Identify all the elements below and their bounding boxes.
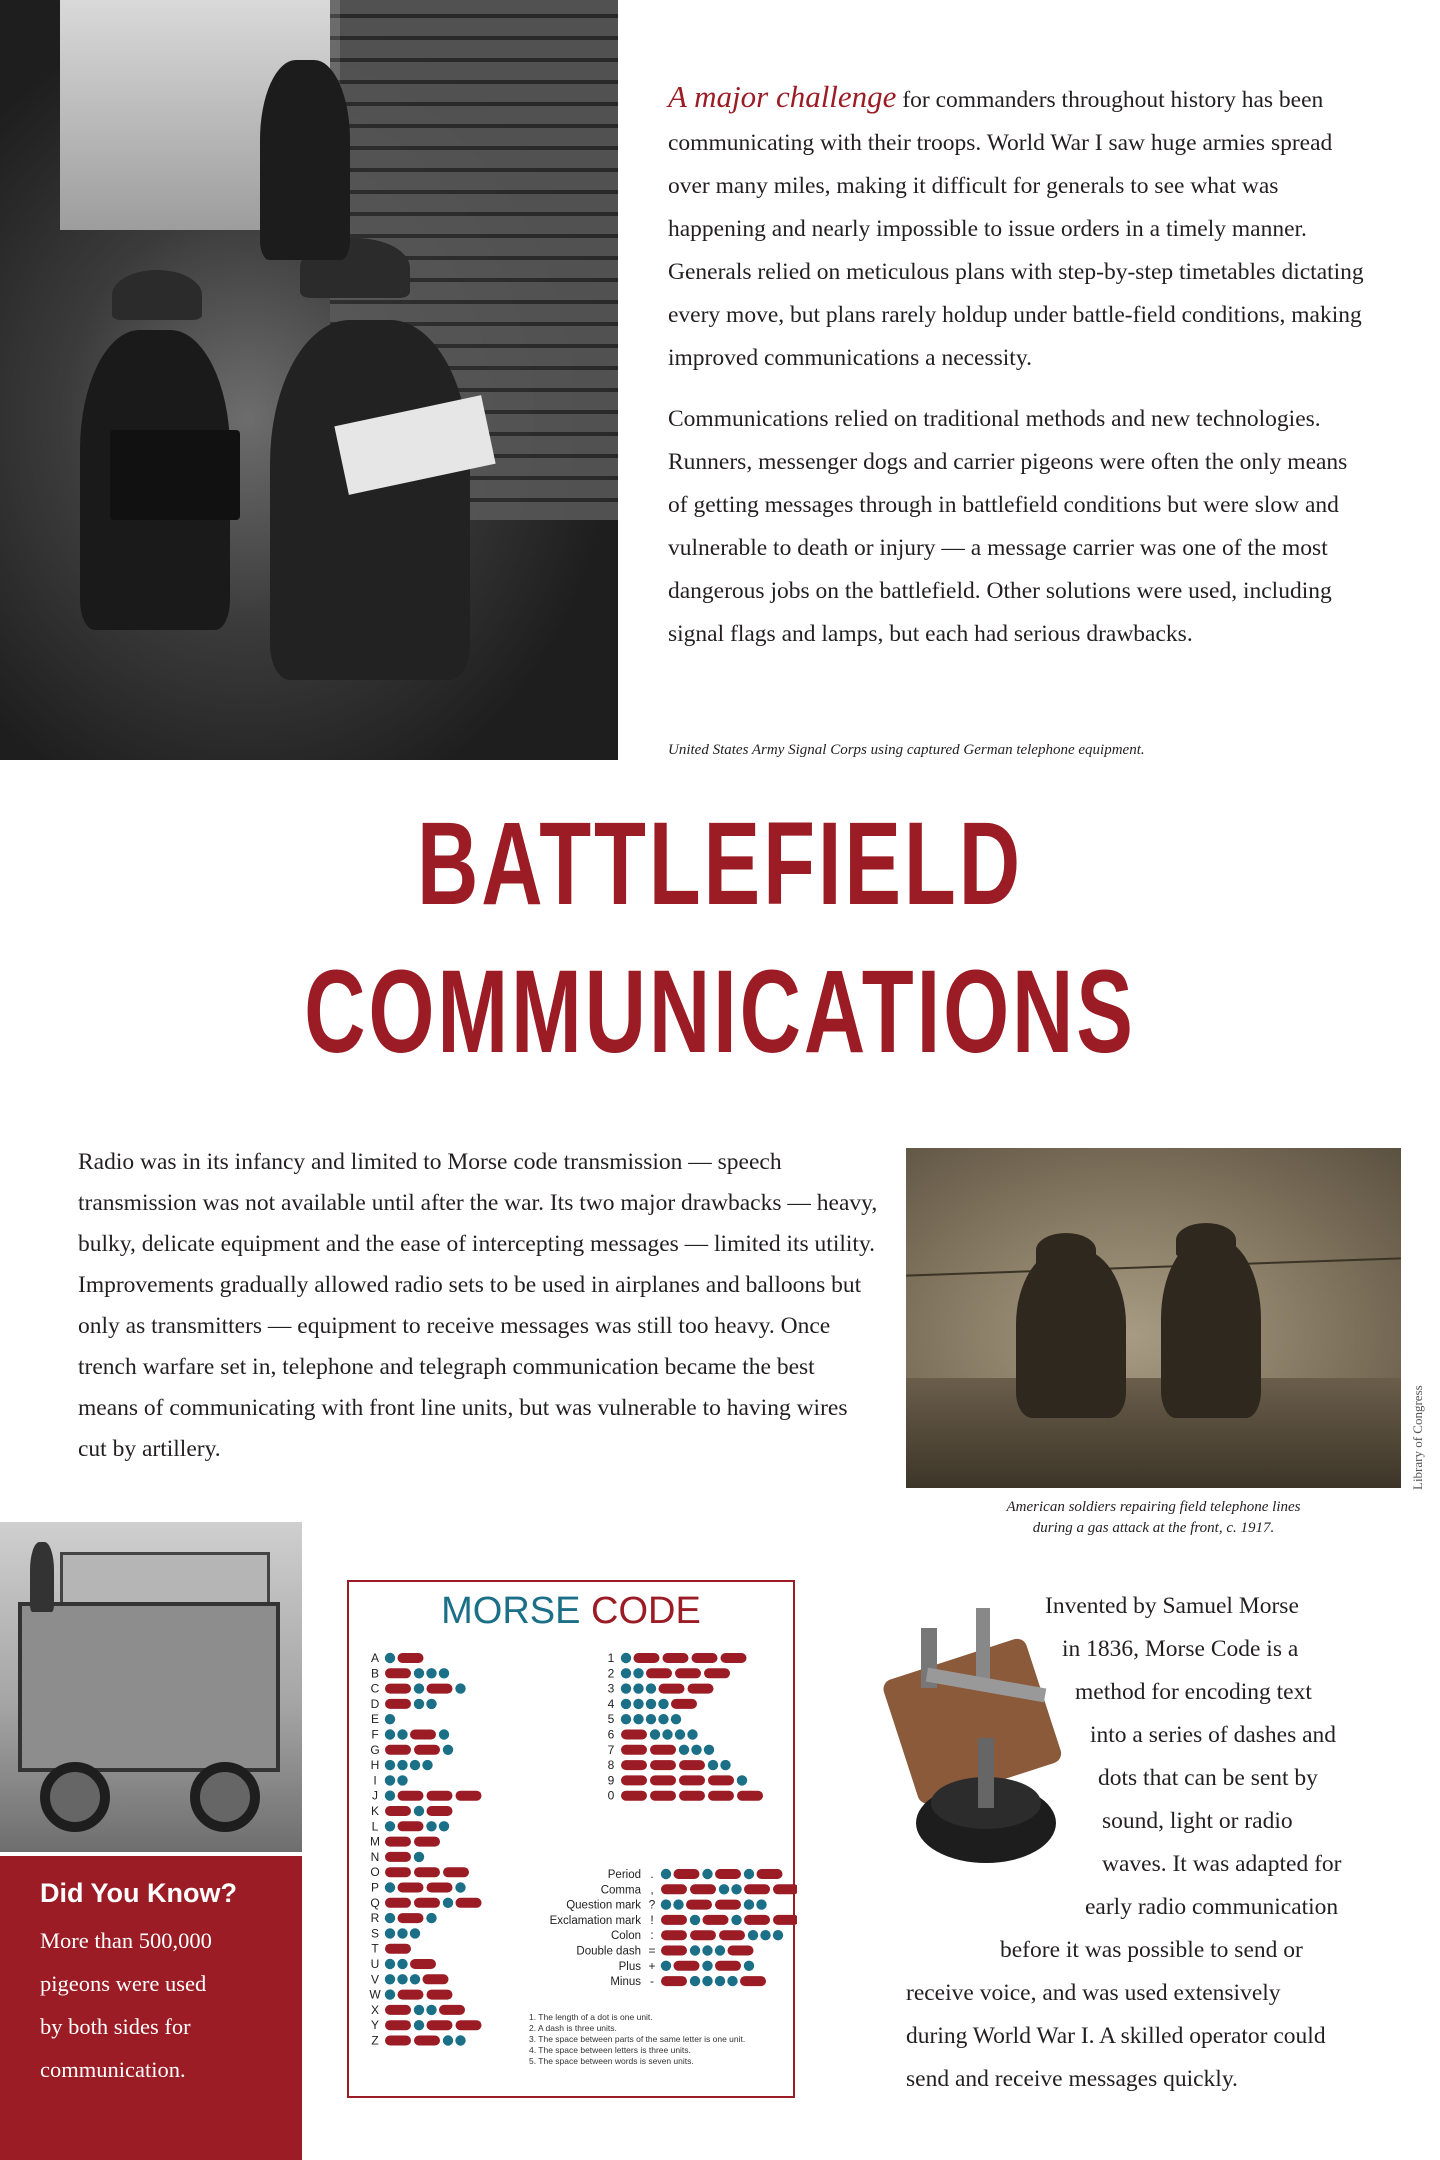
morse-note: 5. The space between words is seven units. [529, 2056, 694, 2066]
morse-letter-D: D [370, 1696, 380, 1711]
morse-J-dash [427, 1791, 453, 1801]
morse-desc-line: during World War I. A skilled operator could [906, 2023, 1326, 2049]
morse-B-dot [414, 1668, 424, 1678]
morse-desc-line: into a series of dashes and [1090, 1722, 1337, 1748]
morse-digit-8-dash [650, 1760, 676, 1770]
morse-punct-dash [661, 1976, 687, 1986]
morse-punct-dash [715, 1961, 741, 1971]
morse-Y-dash [385, 2020, 411, 2030]
morse-punct-dash [661, 1946, 687, 1956]
morse-V-dot [397, 1974, 407, 1984]
morse-notes [529, 2012, 789, 2067]
morse-desc-line: in 1836, Morse Code is a [1062, 1636, 1299, 1662]
repair-caption-line-1: American soldiers repairing field telephone lines [1006, 1499, 1301, 1515]
morse-punct-dot [702, 1869, 712, 1879]
did-you-know-heading: Did You Know? [40, 1878, 237, 1908]
morse-X-dash [385, 2005, 411, 2015]
morse-X-dot [414, 2005, 424, 2015]
morse-Y-dash [456, 2020, 482, 2030]
morse-punct-dot [702, 1961, 712, 1971]
morse-digit-6-dot [675, 1729, 685, 1739]
morse-punct-symbol: ! [650, 1912, 654, 1927]
morse-letter-U: U [370, 1957, 380, 1971]
morse-digit-9-dot [737, 1775, 747, 1785]
morse-K-dot [414, 1806, 424, 1816]
morse-punct-dot [702, 1976, 712, 1986]
morse-digit-5: 5 [607, 1712, 615, 1727]
signal-photo-caption: United States Army Signal Corps using captured German telephone equipment. [668, 742, 1145, 758]
morse-K-dash [385, 1806, 411, 1816]
morse-punct-dot [719, 1884, 729, 1894]
morse-L-dot [426, 1821, 436, 1831]
morse-letter-Y: Y [370, 2018, 380, 2033]
morse-Z-dot [455, 2035, 465, 2045]
morse-F-dash [410, 1730, 436, 1740]
morse-punct-dot [727, 1976, 737, 1986]
morse-letter-O: O [370, 1865, 380, 1880]
morse-digit-3-dot [633, 1683, 643, 1693]
morse-H-dot [385, 1760, 395, 1770]
morse-C-dash [427, 1684, 453, 1694]
morse-digit-2-dash [646, 1668, 672, 1678]
morse-O-dash [414, 1867, 440, 1877]
morse-punct-symbol: + [648, 1958, 656, 1973]
morse-digit-1-dot [621, 1653, 631, 1663]
morse-punct-dot [661, 1869, 671, 1879]
morse-digit-0-dash [650, 1791, 676, 1801]
morse-digit-8-dash [679, 1760, 705, 1770]
morse-note: 4. The space between letters is three units. [529, 2045, 691, 2055]
morse-J-dash [398, 1791, 424, 1801]
morse-letter-H: H [370, 1758, 380, 1773]
morse-digit-1-dash [634, 1653, 660, 1663]
morse-J-dot [385, 1791, 395, 1801]
morse-digit-9-dash [621, 1775, 647, 1785]
dyk-line: More than 500,000 [40, 1928, 212, 1953]
morse-punct-dash [674, 1869, 700, 1879]
morse-punct-name: Period [607, 1869, 641, 1881]
morse-desc-line: before it was possible to send or [1000, 1937, 1303, 1963]
morse-letter-L: L [371, 1819, 379, 1834]
morse-punct-symbol: , [650, 1882, 654, 1897]
morse-R-dash [398, 1913, 424, 1923]
morse-punct-dot [756, 1899, 766, 1909]
morse-punct-dot [748, 1930, 758, 1940]
did-you-know-box [0, 1856, 302, 2160]
morse-letter-V: V [370, 1972, 380, 1987]
morse-F-dot [397, 1729, 407, 1739]
morse-digit-6: 6 [607, 1727, 615, 1742]
morse-digit-7: 7 [607, 1742, 615, 1757]
morse-Y-dash [427, 2020, 453, 2030]
morse-D-dot [426, 1699, 436, 1709]
morse-S-dot [410, 1928, 420, 1938]
morse-U-dash [410, 1959, 436, 1969]
morse-description [900, 1585, 1380, 2101]
morse-punct-name: Plus [618, 1960, 641, 1973]
morse-digit-7-dot [691, 1745, 701, 1755]
morse-S-dot [397, 1928, 407, 1938]
morse-M-dash [414, 1837, 440, 1847]
repair-photo-caption [906, 1497, 1401, 1539]
morse-punct-dash [740, 1976, 766, 1986]
morse-S-dot [385, 1928, 395, 1938]
morse-digit-3: 3 [607, 1681, 615, 1696]
morse-punct-dash [773, 1884, 797, 1894]
morse-A-dot [385, 1653, 395, 1663]
morse-digit-6-dot [650, 1729, 660, 1739]
morse-desc-line: waves. It was adapted for [1102, 1851, 1342, 1877]
morse-letter-J: J [372, 1788, 378, 1803]
morse-digit-4-dot [658, 1699, 668, 1709]
telephone-repair-photo [906, 1148, 1401, 1488]
morse-digit-5-dot [671, 1714, 681, 1724]
morse-letter-R: R [370, 1911, 380, 1926]
morse-F-dot [439, 1729, 449, 1739]
morse-L-dot [385, 1821, 395, 1831]
morse-N-dash [385, 1852, 411, 1862]
morse-digit-0-dash [708, 1791, 734, 1801]
morse-letter-W: W [369, 1987, 381, 2002]
morse-digit-3-dot [621, 1683, 631, 1693]
morse-B-dot [426, 1668, 436, 1678]
morse-letter-S: S [370, 1926, 380, 1941]
morse-H-dot [410, 1760, 420, 1770]
morse-letter-I: I [373, 1773, 377, 1788]
morse-punct-dash [661, 1884, 687, 1894]
title-line-2: COMMUNICATIONS [304, 946, 1136, 1078]
morse-P-dot [385, 1882, 395, 1892]
morse-letter-Z: Z [371, 2033, 379, 2048]
morse-L-dash [398, 1821, 424, 1831]
morse-letter-M: M [370, 1834, 380, 1849]
page-title [202, 790, 1239, 1086]
morse-punct-dash [703, 1915, 729, 1925]
morse-Q-dot [443, 1898, 453, 1908]
morse-digit-6-dash [621, 1730, 647, 1740]
morse-punct-dash [715, 1900, 741, 1910]
morse-title-a: MORSE [441, 1590, 592, 1632]
morse-U-dot [397, 1959, 407, 1969]
title-line-1: BATTLEFIELD [417, 798, 1023, 930]
morse-letter-E: E [370, 1712, 380, 1727]
morse-W-dot [385, 1989, 395, 1999]
morse-M-dash [385, 1837, 411, 1847]
morse-punct-symbol: ? [648, 1897, 656, 1912]
dyk-line: communication. [40, 2057, 186, 2082]
morse-digit-7-dot [679, 1745, 689, 1755]
morse-digit-1-dash [721, 1653, 747, 1663]
morse-punct-dot [715, 1945, 725, 1955]
morse-R-dot [385, 1913, 395, 1923]
morse-digit-5-dot [658, 1714, 668, 1724]
morse-punct-dot [690, 1976, 700, 1986]
morse-desc-line: Invented by Samuel Morse [1045, 1593, 1299, 1619]
morse-punct-name: Double dash [576, 1945, 641, 1958]
morse-R-dot [426, 1913, 436, 1923]
morse-letter-N: N [370, 1849, 380, 1864]
morse-digit-2-dot [633, 1668, 643, 1678]
morse-punct-dot [702, 1945, 712, 1955]
morse-punct-dash [744, 1884, 770, 1894]
morse-desc-line: sound, light or radio [1102, 1808, 1293, 1834]
morse-digit-4-dot [633, 1699, 643, 1709]
morse-punct-dash [674, 1961, 700, 1971]
morse-digit-6-dot [662, 1729, 672, 1739]
morse-digit-9: 9 [607, 1773, 615, 1788]
morse-letter-B: B [370, 1666, 380, 1681]
morse-N-dot [414, 1852, 424, 1862]
morse-digit-2-dash [675, 1668, 701, 1678]
morse-punct-symbol: - [650, 1974, 654, 1989]
morse-letter-Q: Q [370, 1895, 380, 1910]
morse-Q-dash [414, 1898, 440, 1908]
morse-X-dash [439, 2005, 465, 2015]
morse-punct-dash [715, 1869, 741, 1879]
morse-K-dash [427, 1806, 453, 1816]
morse-digit-8-dash [621, 1760, 647, 1770]
morse-punct-name: Minus [610, 1976, 641, 1989]
morse-P-dash [398, 1883, 424, 1893]
morse-letter-X: X [370, 2002, 380, 2017]
morse-P-dot [455, 1882, 465, 1892]
morse-punct-dot [760, 1930, 770, 1940]
morse-Z-dot [443, 2035, 453, 2045]
morse-digit-5-dot [646, 1714, 656, 1724]
morse-punct-dash [773, 1915, 797, 1925]
morse-digit-9-dash [650, 1775, 676, 1785]
morse-I-dot [397, 1775, 407, 1785]
signal-corps-photo [0, 0, 618, 760]
morse-punct-name: Question mark [566, 1899, 641, 1912]
morse-punct-symbol: . [650, 1867, 654, 1881]
morse-digit-9-dash [708, 1775, 734, 1785]
morse-punct-dot [715, 1976, 725, 1986]
repair-caption-line-2: during a gas attack at the front, c. 1917. [1032, 1520, 1275, 1536]
morse-desc-line: early radio communication [1085, 1894, 1339, 1920]
morse-punct-name: Exclamation mark [549, 1914, 641, 1927]
morse-E-dot [385, 1714, 395, 1724]
morse-desc-line: method for encoding text [1075, 1679, 1312, 1705]
morse-digit-5-dot [633, 1714, 643, 1724]
morse-digit-8: 8 [607, 1758, 615, 1773]
morse-digit-7-dot [704, 1745, 714, 1755]
morse-O-dash [443, 1867, 469, 1877]
morse-digit-2: 2 [607, 1666, 615, 1681]
morse-digit-4-dash [671, 1699, 697, 1709]
morse-punct-name: Comma [600, 1884, 641, 1897]
morse-T-dash [385, 1944, 411, 1954]
morse-digit-6-dot [687, 1729, 697, 1739]
photo-credit: Library of Congress [1410, 1385, 1425, 1490]
morse-V-dot [410, 1974, 420, 1984]
pigeon-bus-photo [0, 1522, 302, 1852]
morse-punct-dash [757, 1869, 783, 1879]
morse-I-dot [385, 1775, 395, 1785]
morse-D-dot [414, 1699, 424, 1709]
morse-punct-dash [728, 1946, 754, 1956]
morse-Z-dash [385, 2036, 411, 2046]
morse-desc-line: dots that can be sent by [1098, 1765, 1318, 1791]
morse-note: 1. The length of a dot is one unit. [529, 2012, 653, 2022]
intro-lead: A major challenge [668, 79, 897, 114]
morse-punct-dash [690, 1884, 716, 1894]
morse-C-dot [414, 1683, 424, 1693]
morse-digit-2-dot [621, 1668, 631, 1678]
morse-punct-dash [744, 1915, 770, 1925]
morse-digit-0: 0 [607, 1788, 615, 1803]
morse-letter-F: F [371, 1727, 379, 1742]
intro-text [668, 75, 1368, 656]
morse-digit-9-dash [679, 1775, 705, 1785]
morse-V-dot [385, 1974, 395, 1984]
morse-G-dash [385, 1745, 411, 1755]
morse-digit-4: 4 [607, 1696, 615, 1711]
morse-letter-P: P [370, 1880, 380, 1895]
morse-A-dash [398, 1653, 424, 1663]
morse-B-dash [385, 1668, 411, 1678]
morse-G-dash [414, 1745, 440, 1755]
morse-punct-dot [731, 1915, 741, 1925]
morse-code-chart [347, 1580, 795, 2098]
morse-Y-dot [414, 2020, 424, 2030]
morse-H-dot [422, 1760, 432, 1770]
intro-paragraph-2: Communications relied on traditional methods and new technologies. Runners, messenger dogs and carrier pigeons were often the only means of getting messages through in battlefield conditions but were slow and vulnerable to death or injury — a message carrier was one of the most dangerous jobs on the battlefield. Other solutions were used, including signal flags and lamps, but each had serious drawbacks. [668, 406, 1348, 647]
morse-V-dash [423, 1974, 449, 1984]
morse-letter-G: G [370, 1742, 380, 1757]
morse-punct-dot [673, 1899, 683, 1909]
morse-digit-0-dash [679, 1791, 705, 1801]
morse-P-dash [427, 1883, 453, 1893]
morse-Q-dash [385, 1898, 411, 1908]
morse-punct-dash [690, 1930, 716, 1940]
intro-paragraph-1: for commanders throughout history has been communicating with their troops. World War I saw huge armies spread over many miles, making it difficult for generals to see what was happening and nearly impossible to issue orders in a timely manner. Generals relied on meticulous plans with step-by-step timetables dictating every move, but plans rarely holdup under battle-field conditions, making improved communications a necessity. [668, 87, 1364, 371]
morse-punct-symbol: : [650, 1928, 654, 1943]
morse-digit-8-dot [708, 1760, 718, 1770]
morse-W-dash [398, 1990, 424, 2000]
dyk-line: by both sides for [40, 2014, 191, 2039]
morse-digit-0-dash [621, 1791, 647, 1801]
morse-letter-C: C [370, 1681, 380, 1696]
morse-D-dash [385, 1699, 411, 1709]
morse-X-dot [426, 2005, 436, 2015]
morse-digit-2-dash [704, 1668, 730, 1678]
morse-punct-dash [686, 1900, 712, 1910]
morse-digit-1-dash [692, 1653, 718, 1663]
dyk-line: pigeons were used [40, 1971, 207, 1996]
morse-G-dot [443, 1745, 453, 1755]
morse-C-dot [455, 1683, 465, 1693]
morse-F-dot [385, 1729, 395, 1739]
morse-O-dash [385, 1867, 411, 1877]
radio-paragraph: Radio was in its infancy and limited to Morse code transmission — speech transmission was not available until after the war. Its two major drawbacks — heavy, bulky, delicate equipment and the ease of intercepting messages — limited its utility. Improvements gradually allowed radio sets to be used in airplanes and balloons but only as transmitters — equipment to receive messages was still too heavy. Once trench warfare set in, telephone and telegraph communication became the best means of communicating with front line units, but was vulnerable to having wires cut by artillery. [78, 1149, 878, 1462]
morse-punct-dot [731, 1884, 741, 1894]
morse-punct-dot [744, 1961, 754, 1971]
morse-W-dash [427, 1990, 453, 2000]
morse-title-b: CODE [591, 1590, 701, 1632]
morse-punct-dash [719, 1930, 745, 1940]
morse-Q-dash [456, 1898, 482, 1908]
morse-digit-3-dash [659, 1684, 685, 1694]
morse-digit-5-dot [621, 1714, 631, 1724]
morse-note: 2. A dash is three units. [529, 2023, 617, 2033]
morse-punct-symbol: = [648, 1943, 656, 1958]
did-you-know-body [40, 1919, 302, 2091]
morse-letter-T: T [371, 1941, 379, 1956]
morse-note: 3. The space between parts of the same letter is one unit. [529, 2034, 746, 2044]
morse-punct-dot [773, 1930, 783, 1940]
morse-punct-dot [690, 1915, 700, 1925]
morse-C-dash [385, 1684, 411, 1694]
morse-digit-7-dash [650, 1745, 676, 1755]
morse-punct-dot [690, 1945, 700, 1955]
morse-desc-line: send and receive messages quickly. [906, 2066, 1238, 2092]
morse-digit-4-dot [621, 1699, 631, 1709]
morse-punct-dot [744, 1869, 754, 1879]
morse-digit-3-dash [688, 1684, 714, 1694]
morse-U-dot [385, 1959, 395, 1969]
morse-J-dash [456, 1791, 482, 1801]
morse-digit-7-dash [621, 1745, 647, 1755]
morse-H-dot [397, 1760, 407, 1770]
morse-B-dot [439, 1668, 449, 1678]
morse-digit-0-dash [737, 1791, 763, 1801]
morse-punct-name: Colon [610, 1930, 641, 1943]
morse-digit-1-dash [663, 1653, 689, 1663]
morse-punct-dot [744, 1899, 754, 1909]
morse-punct-dot [661, 1961, 671, 1971]
morse-desc-line: receive voice, and was used extensively [906, 1980, 1281, 2006]
morse-Z-dash [414, 2036, 440, 2046]
morse-digit-4-dot [646, 1699, 656, 1709]
morse-digit-8-dot [720, 1760, 730, 1770]
morse-punct-dash [661, 1930, 687, 1940]
morse-digit-1: 1 [607, 1651, 615, 1665]
morse-L-dot [439, 1821, 449, 1831]
morse-digit-3-dot [646, 1683, 656, 1693]
morse-punct-dot [661, 1899, 671, 1909]
morse-letter-A: A [370, 1651, 380, 1665]
morse-punct-dash [661, 1915, 687, 1925]
morse-letter-K: K [370, 1804, 380, 1818]
